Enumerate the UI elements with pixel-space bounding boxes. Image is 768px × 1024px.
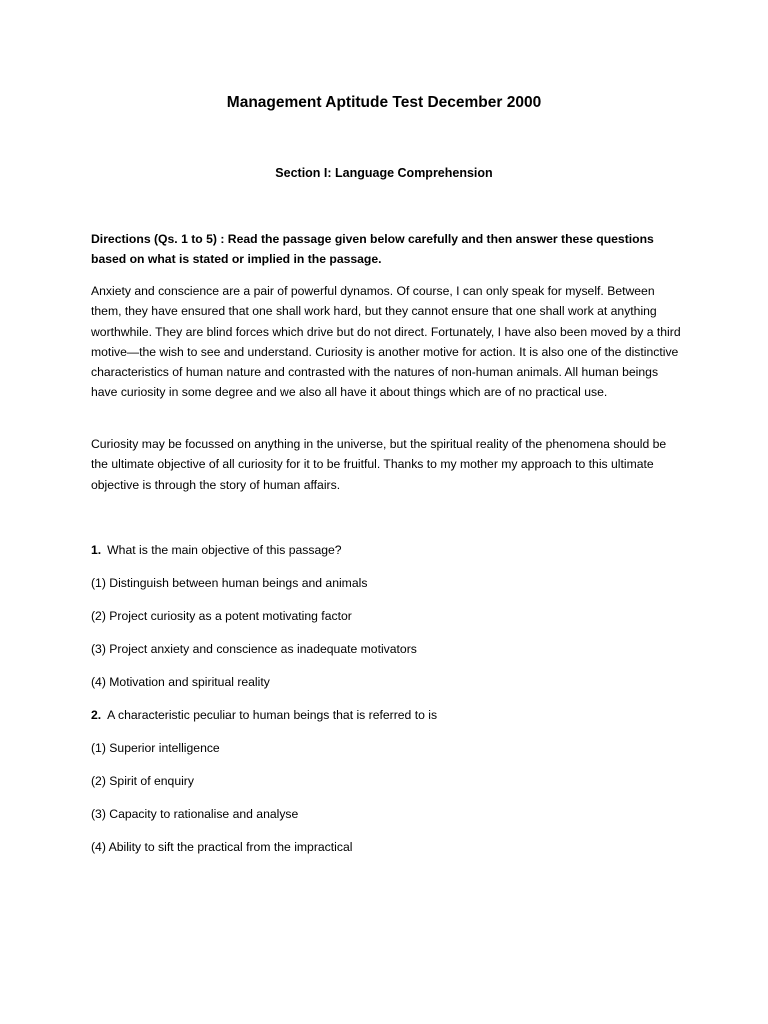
question-text: A characteristic peculiar to human beings that is referred to is <box>107 708 438 722</box>
question-1-option-3: (3) Project anxiety and conscience as inadequate motivators <box>91 642 417 656</box>
question-1-option-2: (2) Project curiosity as a potent motivating factor <box>91 609 352 623</box>
question-2-option-2: (2) Spirit of enquiry <box>91 774 194 788</box>
question-1-option-1: (1) Distinguish between human beings and animals <box>91 576 368 590</box>
section-heading: Section I: Language Comprehension <box>275 166 493 180</box>
question-2 <box>91 706 681 724</box>
question-2-option-4: (4) Ability to sift the practical from the impractical <box>91 840 353 854</box>
document-title: Management Aptitude Test December 2000 <box>226 94 542 111</box>
question-number: 2. <box>91 708 102 722</box>
question-1 <box>91 541 681 559</box>
question-2-option-1: (1) Superior intelligence <box>91 741 220 755</box>
passage-paragraph-1: Anxiety and conscience are a pair of powerful dynamos. Of course, I can only speak for myself. Between them, they have ensured that one shall work hard, but they cannot ensure that one shall work at anything worthwhile. They are blind forces which drive but do not direct. Fortunately, I have also been moved by a third motive—the wish to see and understand. Curiosity is another motive for action. It is also one of the distinctive characteristics of human nature and contrasted with the natures of non-human animals. All human beings have curiosity in some degree and we also all have it about things which are of no practical use. <box>91 284 681 400</box>
directions-text: Directions (Qs. 1 to 5) : Read the passage given below carefully and then answer these questions based on what is stated or implied in the passage. <box>91 232 654 267</box>
question-number: 1. <box>91 543 102 557</box>
passage-paragraph-2: Curiosity may be focussed on anything in the universe, but the spiritual reality of the phenomena should be the ultimate objective of all curiosity for it to be fruitful. Thanks to my mother my approach to this ultimate objective is through the story of human affairs. <box>91 437 667 492</box>
question-1-option-4: (4) Motivation and spiritual reality <box>91 675 270 689</box>
question-text: What is the main objective of this passage? <box>107 543 342 557</box>
question-2-option-3: (3) Capacity to rationalise and analyse <box>91 807 299 821</box>
